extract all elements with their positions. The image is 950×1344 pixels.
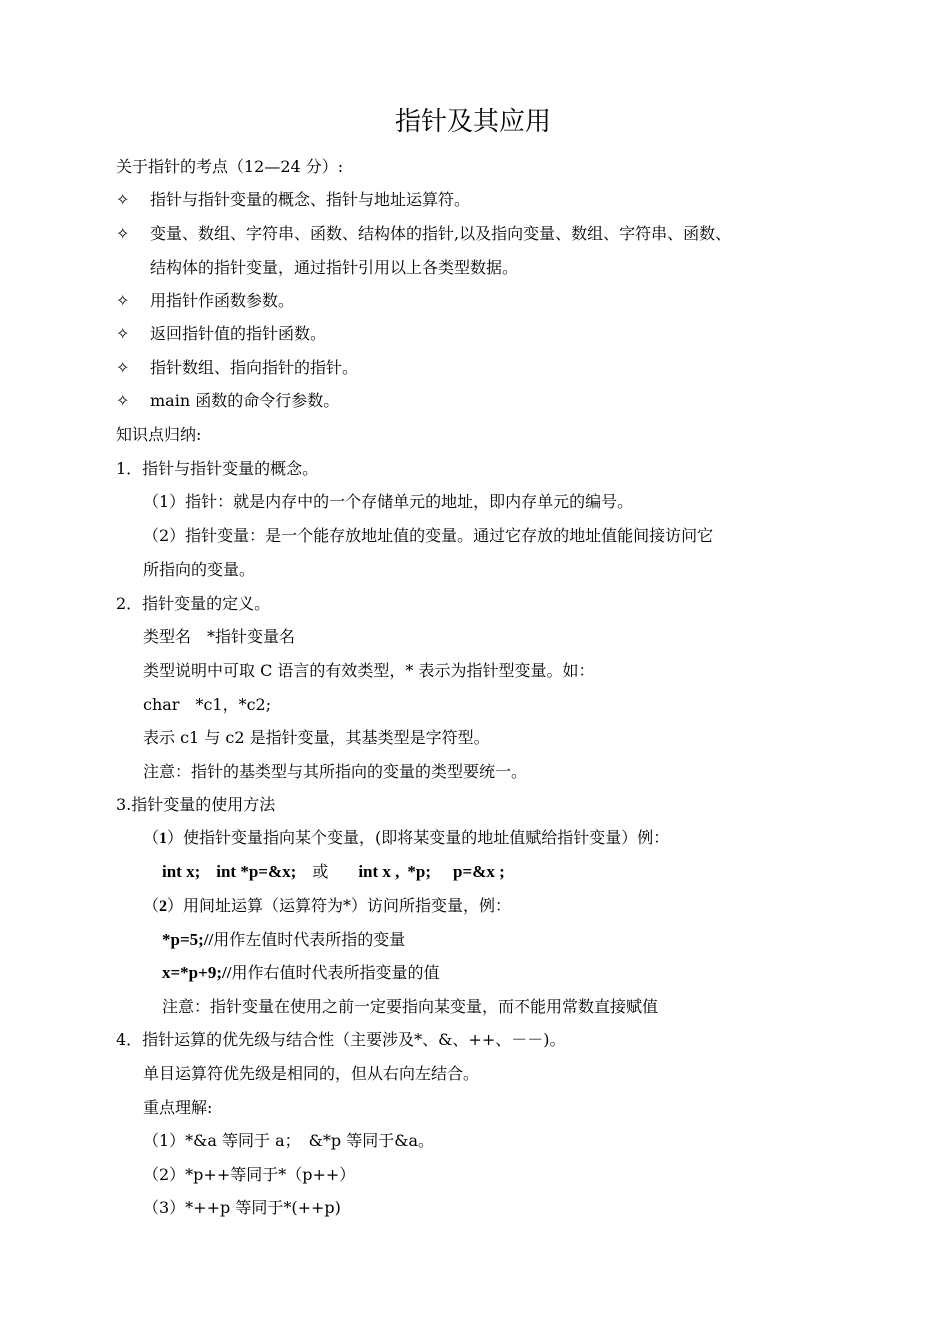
- code-line: char *c1，*c2;: [143, 695, 272, 714]
- section-1-paragraph: （1）指针：就是内存中的一个存储单元的地址，即内存单元的编号。: [143, 492, 634, 511]
- section-1-heading: 1．指针与指针变量的概念。: [116, 459, 319, 478]
- section-4-paragraph: 重点理解:: [143, 1098, 213, 1117]
- bullet-item: ✧ 指针与指针变量的概念、指针与地址运算符。: [116, 188, 470, 212]
- section-4-item: （1）*&a 等同于 a； &*p 等同于&a。: [143, 1131, 435, 1150]
- section-2-paragraph: 表示 c1 与 c2 是指针变量，其基类型是字符型。: [143, 728, 490, 747]
- diamond-bullet-icon: ✧: [116, 324, 130, 343]
- note-line: 注意：指针的基类型与其所指向的变量的类型要统一。: [143, 762, 528, 781]
- note-line: 注意：指针变量在使用之前一定要指向某变量，而不能用常数直接赋值: [162, 997, 659, 1016]
- section-4-item: （2）*p++等同于*（p++）: [143, 1165, 356, 1184]
- section-3-paragraph: （2）用间址运算（运算符为*）访问所指变量，例：: [143, 896, 512, 915]
- code-line: x=*p+9;//用作右值时代表所指变量的值: [162, 963, 440, 982]
- code-line: *p=5;//用作左值时代表所指的变量: [162, 930, 406, 949]
- section-2-paragraph: 类型说明中可取 C 语言的有效类型，* 表示为指针型变量。如：: [143, 661, 595, 680]
- diamond-bullet-icon: ✧: [116, 291, 130, 310]
- section-4-paragraph: 单目运算符优先级是相同的，但从右向左结合。: [143, 1064, 480, 1083]
- section-3-paragraph: （1）使指针变量指向某个变量，(即将某变量的地址值赋给指针变量）例：: [143, 828, 670, 847]
- section-1-paragraph: 所指向的变量。: [143, 560, 256, 579]
- diamond-bullet-icon: ✧: [116, 224, 130, 243]
- bullet-item: ✧ 用指针作函数参数。: [116, 289, 294, 313]
- section-2-heading: 2．指针变量的定义。: [116, 594, 271, 613]
- bullet-item: ✧ 变量、数组、字符串、函数、结构体的指针,以及指向变量、数组、字符串、函数、: [116, 222, 731, 246]
- section-1-paragraph: （2）指针变量：是一个能存放地址值的变量。通过它存放的地址值能间接访问它: [143, 526, 714, 545]
- bullet-item: ✧ 返回指针值的指针函数。: [116, 322, 326, 346]
- code-line: int x; int *p=&x; 或 int x , *p; p=&x ;: [162, 862, 505, 881]
- section-4-item: （3）*++p 等同于*(++p): [143, 1198, 341, 1217]
- summary-heading: 知识点归纳:: [116, 425, 202, 444]
- diamond-bullet-icon: ✧: [116, 190, 130, 209]
- bullet-item-continuation: 结构体的指针变量，通过指针引用以上各类型数据。: [150, 258, 519, 277]
- intro-line: 关于指针的考点（12—24 分）:: [116, 157, 344, 176]
- section-3-heading: 3.指针变量的使用方法: [116, 795, 276, 814]
- diamond-bullet-icon: ✧: [116, 358, 130, 377]
- diamond-bullet-icon: ✧: [116, 391, 130, 410]
- syntax-line: 类型名 *指针变量名: [143, 627, 296, 646]
- page-title: 指针及其应用: [394, 107, 551, 137]
- bullet-item: ✧ main 函数的命令行参数。: [116, 389, 339, 413]
- section-4-heading: 4．指针运算的优先级与结合性（主要涉及*、&、++、－－)。: [116, 1030, 566, 1049]
- bullet-item: ✧ 指针数组、指向指针的指针。: [116, 356, 358, 380]
